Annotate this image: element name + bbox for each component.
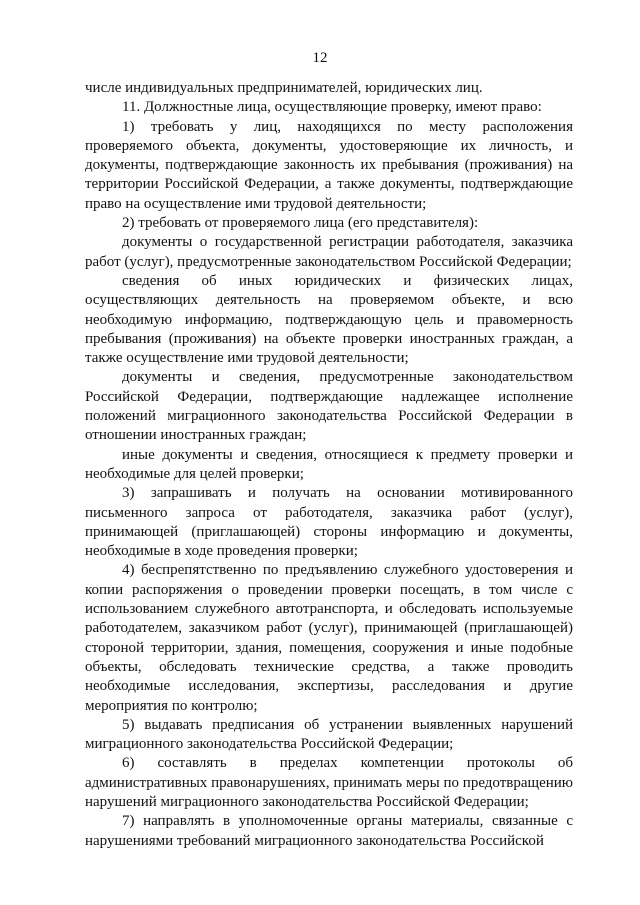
paragraph: документы и сведения, предусмотренные законодательством Российской Федерации, подтверждающие надлежащее исполнение положений миграционного законодательства Российской Федерации в отношении иностранных граждан; [85, 369, 573, 444]
paragraph: 1) требовать у лиц, находящихся по месту расположения проверяемого объекта, документы, удостоверяющие их личность, и документы, подтверждающие законность их пребывания (проживания) на территории Российской Федерации, а также документы, подтверждающие право на осуществление ими трудовой деятельности; [85, 118, 573, 212]
paragraph: 3) запрашивать и получать на основании мотивированного письменного запроса от работодателя, заказчика работ (услуг), принимающей (приглашающей) стороны информацию и документы, необходимые в ходе проведения проверки; [85, 485, 573, 560]
paragraph: сведения об иных юридических и физических лицах, осуществляющих деятельность на проверяемом объекте, и всю необходимую информацию, подтверждающую цель и правомерность пребывания (проживания) на объекте проверки иностранных граждан, а также осуществление ими трудовой деятельности; [85, 272, 573, 367]
paragraph: 7) направлять в уполномоченные органы материалы, связанные с нарушениями требований миграционного законодательства Российской [85, 813, 573, 849]
document-body [85, 79, 573, 851]
paragraph: 11. Должностные лица, осуществляющие проверку, имеют право: [122, 99, 542, 116]
paragraph: 4) беспрепятственно по предъявлению служебного удостоверения и копии распоряжения о проведении проверки посещать, в том числе с использованием служебного автотранспорта, и обследовать используемые работодателем, заказчиком работ (услуг), принимающей (приглашающей) стороной территории, здания, помещения, сооружения и иные подобные объекты, обследовать технические средства, а также проводить необходимые исследования, экспертизы, расследования и другие мероприятия по контролю; [85, 562, 573, 714]
paragraph: 6) составлять в пределах компетенции протоколы об административных правонарушениях, принимать меры по предотвращению нарушений миграционного законодательства Российской Федерации; [85, 755, 573, 810]
paragraph: документы о государственной регистрации работодателя, заказчика работ (услуг), предусмотренные законодательством Российской Федерации; [85, 234, 573, 270]
page-number: 12 [312, 50, 328, 66]
paragraph: иные документы и сведения, относящиеся к предмету проверки и необходимые для целей проверки; [85, 446, 573, 482]
paragraph: числе индивидуальных предпринимателей, юридических лиц. [85, 80, 483, 96]
paragraph: 2) требовать от проверяемого лица (его представителя): [122, 215, 479, 232]
paragraph: 5) выдавать предписания об устранении выявленных нарушений миграционного законодательства Российской Федерации; [85, 716, 573, 753]
